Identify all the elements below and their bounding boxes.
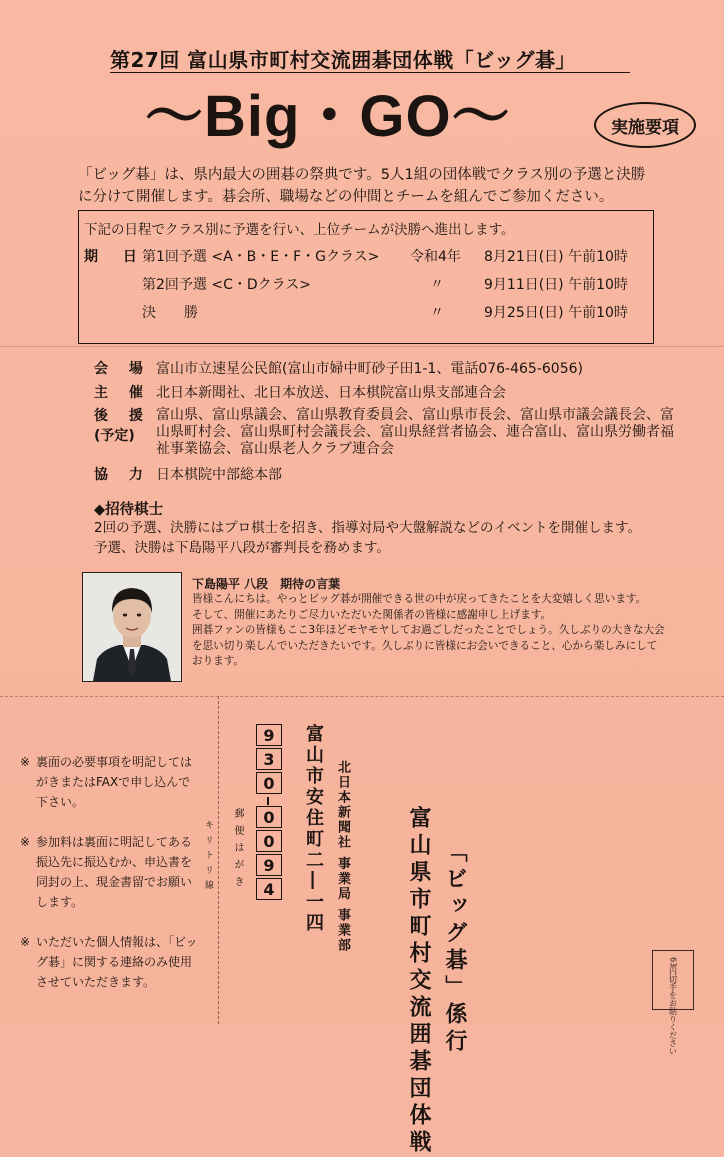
recipient-line: 富山県市町村交流囲碁団体戦: [406, 806, 432, 1157]
note-item: [20, 832, 200, 912]
schedule-date: 9月11日(日) 午前10時: [484, 277, 628, 293]
stamp-box: [652, 950, 694, 1056]
title-rule: [110, 72, 630, 73]
cooperation-value: 日本棋院中部総本部: [156, 467, 282, 483]
message-line: 囲碁ファンの皆様もここ3年ほどモヤモヤしてお過ごしだったことでしょう。久しぶりの大きな大会: [192, 624, 665, 636]
intro-line-1: 「ビッグ碁」は、県内最大の囲碁の祭典です。5人1組の団体戦でクラス別の予選と決勝: [78, 167, 646, 183]
zip-digit: 9: [256, 724, 282, 746]
schedule-era: 令和4年: [410, 249, 461, 265]
schedule-date: 9月25日(日) 午前10時: [484, 305, 628, 321]
badge-label: 実施要項: [611, 117, 679, 138]
message-line: そして、開催にあたりご尽力いただいた関係者の皆様に感謝申し上げます。: [192, 608, 552, 621]
implementation-badge: [594, 102, 696, 148]
pro-heading: ◆招待棋士: [94, 502, 164, 518]
zip-digit: 0: [256, 772, 282, 794]
schedule-round: 第2回予選 <C・Dクラス>: [142, 277, 311, 293]
zip-digit: 9: [256, 854, 282, 876]
zip-digit: 3: [256, 748, 282, 770]
venue-label: 会 場: [94, 361, 151, 377]
pro-text: [94, 518, 694, 558]
schedule-row: [84, 246, 654, 268]
support-sub: (予定): [94, 428, 135, 444]
message-text: [192, 592, 682, 670]
intro-text: [78, 164, 678, 208]
note-mark: ※: [20, 835, 31, 849]
schedule-date: 8月21日(日) 午前10時: [484, 249, 628, 265]
cooperation-label: 協 力: [94, 467, 151, 483]
schedule-note: 下記の日程でクラス別に予選を行い、上位チームが決勝へ進出します。: [84, 222, 515, 238]
message-line: おります。: [192, 655, 245, 667]
postcard-label: 郵便はがき: [232, 808, 243, 893]
perforation-vertical: [218, 696, 219, 1024]
schedule-era: 〃: [430, 277, 444, 293]
message-heading: 下島陽平 八段 期待の言葉: [192, 577, 341, 591]
message-line: 皆様こんにちは。やっとビッグ碁が開催できる世の中が戻ってきたことを大変嬉しく思います。: [192, 593, 647, 605]
note-item: [20, 752, 200, 812]
note-item: [20, 932, 200, 992]
zip-code: [256, 724, 282, 902]
note-text: 裏面の必要事項を明記してはがきまたはFAXで申し込んで下さい。: [36, 755, 193, 809]
department-line: 北日本新聞社 事業局 事業部: [335, 760, 350, 954]
stamp-text: 63円切手をお貼りください: [668, 957, 678, 1056]
cut-line-label: キリトリ線: [203, 820, 213, 895]
portrait-photo: [82, 572, 182, 682]
big-go-title: 〜Big・GO〜: [145, 84, 511, 149]
schedule-round: 第1回予選 <A・B・E・F・Gクラス>: [142, 249, 380, 265]
organizer-label: 主 催: [94, 385, 151, 401]
note-text: いただいた個人情報は、「ビッグ碁」に関する連絡のみ使用させていただきます。: [36, 935, 198, 989]
recipient-line: 「ビッグ碁」係行: [442, 840, 468, 1056]
zip-digit: 0: [256, 806, 282, 828]
address-line: 富山市安住町二―一四: [303, 724, 324, 934]
venue-value: 富山市立速星公民館(富山市婦中町砂子田1-1、電話076-465-6056): [156, 361, 583, 377]
zip-digit: 4: [256, 878, 282, 900]
message-line: を思い切り楽しんでいただきたいです。久しぶりに皆様にお会いできること、心から楽しみにして: [192, 639, 658, 652]
note-mark: ※: [20, 935, 31, 949]
schedule-round: 決 勝: [142, 305, 198, 321]
schedule-row: [84, 302, 654, 324]
support-label: 後 援: [94, 408, 151, 424]
pro-line-1: 2回の予選、決勝にはプロ棋士を招き、指導対局や大盤解説などのイベントを開催します。: [94, 520, 641, 536]
schedule-label: 期 日: [84, 249, 147, 265]
note-text: 参加料は裏面に明記してある振込先に振込むか、申込書を同封の上、現金書留でお願いします。: [36, 835, 193, 909]
zip-dash: [256, 796, 280, 806]
pro-line-2: 予選、決勝は下島陽平八段が審判長を務めます。: [94, 540, 390, 556]
note-mark: ※: [20, 755, 31, 769]
organizer-value: 北日本新聞社、北日本放送、日本棋院富山県支部連合会: [156, 385, 506, 401]
support-value: 富山県、富山県議会、富山県教育委員会、富山県市長会、富山県市議会議長会、富山県町村会、富山県町村会議長会、富山県経営者協会、連合富山、富山県労働者福祉事業協会、富山県老人クラブ連合会: [156, 407, 674, 457]
zip-digit: 0: [256, 830, 282, 852]
schedule-era: 〃: [430, 305, 444, 321]
fold-line: [0, 346, 724, 347]
perforation-horizontal: [0, 696, 724, 697]
intro-line-2: に分けて開催します。碁会所、職場などの仲間とチームを組んでご参加ください。: [78, 189, 614, 205]
schedule-row: [84, 274, 654, 296]
event-title: 第27回 富山県市町村交流囲碁団体戦「ビッグ碁」: [110, 48, 576, 72]
